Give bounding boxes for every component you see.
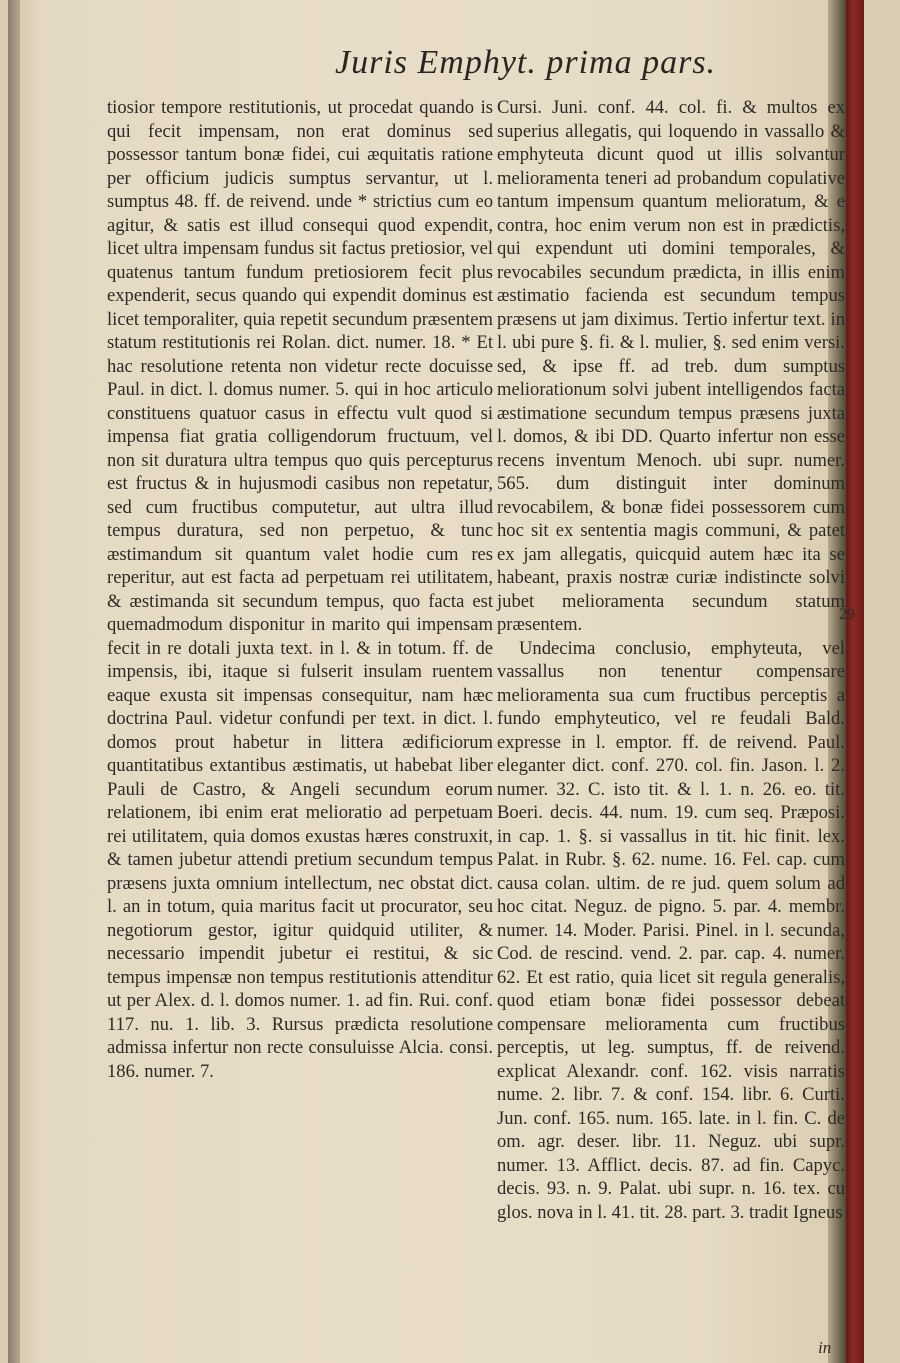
running-head: Juris Emphyt. prima pars. [335, 44, 717, 81]
right-text-column [497, 96, 845, 1346]
page-left-edge [8, 0, 20, 1363]
red-spine-cover [846, 0, 864, 1363]
right-column-paragraph-1: Cursi. Juni. conf. 44. col. fi. & multos ex superius allegatis, qui loquendo in vassallo & emphyteuta dicunt quod ut illis solvantur melioramenta teneri ad probandum copulative tantum impensum quantum melioratum, & e contra, hoc enim verum non est in prædictis, qui expendunt uti domini temporales, & revocabiles secundum prædicta, in illis enim æstimatio facienda est secundum tempus præsens ut jam diximus. Tertio infertur text. in l. ubi pure §. fi. & l. mulier, §. sed enim versi. sed, & ipse ff. ad treb. dum sumptus meliorationum solvi jubent intelligendos facta æstimatione secundum tempus præsens juxta l. domos, & ibi DD. Quarto infertur non esse recens inventum Menoch. ubi supr. numer. 565. dum distinguit inter dominum revocabilem, & bonæ fidei possessorem cum hoc sit ex sententia magis communi, & patet ex jam allegatis, quicquid autem hæc ita se habeant, praxis nostræ curiæ indistincte solvi jubet melioramenta secundum statum præsentem. [497, 97, 845, 635]
margin-number: 29 [839, 606, 855, 623]
left-text-column [107, 96, 493, 1346]
left-column-text: tiosior tempore restitutionis, ut procedat quando is qui fecit impensam, non erat dominus sed possessor tantum bonæ fidei, cui æquitatis ratione per officium judicis sumptus servantur, ut l. sumptus 48. ff. de reivend. unde * strictius cum eo agitur, & satis est illud consequi quod expendit, licet ultra impensam fundus sit factus pretiosior, vel quatenus tantum fundum pretiosiorem fecit plus expenderit, secus quando qui expendit dominus est licet temporaliter, quia repetit secundum præsentem statum restitutionis rei Rolan. dict. numer. 18. * Et hac resolutione retenta non videtur recte docuisse Paul. in dict. l. domus numer. 5. qui in hoc articulo constituens quatuor casus in effectu vult quod si impensa fiat gratia colligendorum fructuum, vel non sit duratura ultra tempus quo quis percepturus est fructus & in hujusmodi casibus non repetatur, sed cum fructibus computetur, aut ultra illud tempus duratura, sed non perpetuo, & tunc æstimandum sit quantum valet hodie cum res reperitur, aut est facta ad perpetuam rei utilitatem, & æstimanda sit secundum tempus, quo facta est quemadmodum disponitur in marito qui impensam fecit in re dotali juxta text. in l. & in totum. ff. de impensis, ibi, itaque si fulserit insulam ruentem eaque exusta sit impensas consequitur, nam hæc doctrina Paul. videtur confundi per text. in dict. l. domos prout habetur in littera ædificiorum quantitatibus extantibus æstimatis, ut habebat liber Pauli de Castro, & Angeli secundum eorum relationem, ibi enim erat melioratio ad perpetuam rei utilitatem, quia domos exustas hæres construxit, & tamen jubetur attendi pretium secundum tempus præsens juxta omnium intellectum, nec obstat dict. l. an in totum, quia maritus facit ut procurator, seu negotiorum gestor, igitur quidquid utiliter, & necessario impendit jubetur ei restitui, & sic tempus impensæ non tempus restitutionis attenditur ut per Alex. d. l. domos numer. 1. ad fin. Rui. conf. 117. nu. 1. lib. 3. Rursus prædicta resolutione admissa infertur non recte consuluisse Alcia. consi. 186. numer. 7. [107, 97, 493, 1082]
right-column-paragraph-2: Undecima conclusio, emphyteuta, vel vassallus non tenentur compensare melioramenta sua cum fructibus perceptis a fundo emphyteutico, vel re feudali Bald. expresse in l. emptor. ff. de reivend. Paul. eleganter dict. conf. 270. col. fin. Jason. l. 2. numer. 32. C. isto tit. & l. 1. n. 26. eo. tit. Boeri. decis. 44. num. 19. cum seq. Præposi. in cap. 1. §. si vassallus in tit. hic finit. lex. Palat. in Rubr. §. 62. nume. 16. Fel. cap. cum causa colan. ultim. de re jud. quem solum ad hoc citat. Neguz. de pigno. 5. par. 4. membr. numer. 14. Moder. Parisi. Pinel. in l. secunda, Cod. de rescind. vend. 2. par. cap. 4. numer. 62. Et est ratio, quia licet sit regula generalis, quod etiam bonæ fidei possessor debeat compensare melioramenta cum fructibus perceptis, ut leg. sumptus, ff. de reivend. explicat Alexandr. conf. 162. visis narratis nume. 2. libr. 7. & conf. 154. libr. 6. Curti. Jun. conf. 165. num. 165. late. in l. fin. C. de om. agr. deser. libr. 11. Neguz. ubi supr. numer. 13. Afflict. decis. 87. ad fin. Capyc. decis. 93. n. 9. Palat. ubi supr. n. 16. tex. cu glos. nova in l. 41. tit. 28. part. 3. tradit Igneus [497, 637, 845, 1223]
catchword: in [818, 1338, 832, 1357]
